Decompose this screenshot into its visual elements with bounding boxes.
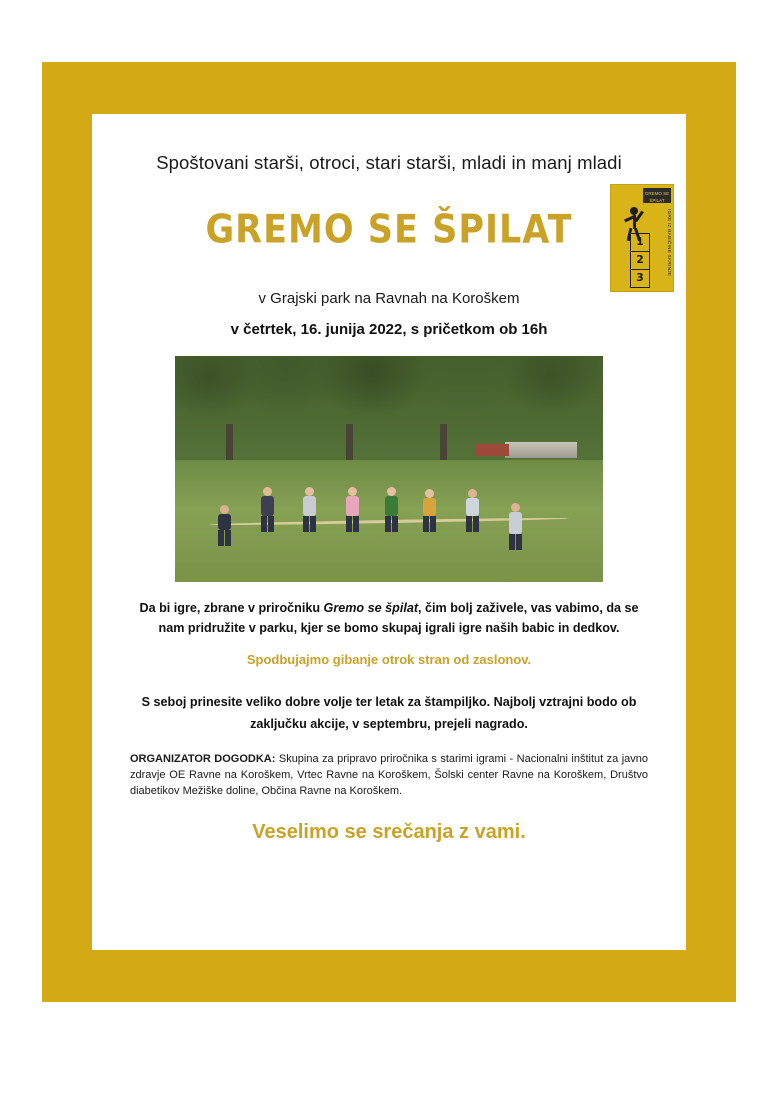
poster-date: v četrtek, 16. junija 2022, s pričetkom ob 16h xyxy=(230,321,548,338)
poster-organizer xyxy=(130,751,648,799)
poster-instructions: S seboj prinesite veliko dobre volje ter letak za štampiljko. Najbolj vztrajni bodo ob zaključku akcije, v septembru, prejeli nagrado. xyxy=(141,695,637,731)
logo-side-text: IGRE IZ BABIČINE SKRINJE xyxy=(667,209,672,277)
gold-border-frame xyxy=(42,62,736,1002)
photo-adult xyxy=(509,503,522,550)
poster-inner-area xyxy=(92,114,686,950)
photo-child xyxy=(423,489,436,532)
organizer-text: Skupina za pripravo priročnika s starimi igrami - Nacionalni inštitut za javno zdravje OE Ravne na Koroškem, Vrtec Ravne na Koroškem, Šolski center Ravne na Koroškem, Društvo diabetikov Mežiške doline, Občina Ravne na Koroškem. xyxy=(130,753,649,797)
photo-child xyxy=(346,487,359,532)
poster-location: v Grajski park na Ravnah na Koroškem xyxy=(258,290,520,307)
poster-slogan: Spodbujajmo gibanje otrok stran od zaslonov. xyxy=(246,652,532,667)
photo-child xyxy=(466,489,479,532)
poster-title: GREMO SE ŠPILAT xyxy=(205,207,573,253)
caption-book-title: Gremo se špilat xyxy=(323,601,419,615)
photo-child xyxy=(303,487,316,532)
photo-red-tent xyxy=(475,444,509,456)
event-photo xyxy=(175,356,603,582)
poster-closing: Veselimo se srečanja z vami. xyxy=(252,821,526,843)
poster-content xyxy=(92,114,686,950)
hopscotch-cell-2: 2 xyxy=(630,251,650,270)
logo-badge-text: GREMO SE ŠPILAT xyxy=(643,188,671,203)
poster-headline: Spoštovani starši, otroci, stari starši, mladi in manj mladi xyxy=(156,152,622,173)
caption-part-2: , čim bolj zaživele, vas vabimo, da se nam pridružite v parku, kjer se bomo skupaj igrali igre naših babic in dedkov. xyxy=(158,601,639,635)
photo-child xyxy=(218,505,231,546)
photo-child xyxy=(261,487,274,532)
photo-tent xyxy=(505,442,577,458)
hopscotch-cell-3: 3 xyxy=(630,269,650,288)
hopscotch-cell-1: 1 xyxy=(630,233,650,252)
caption-part-1: Da bi igre, zbrane v priročniku xyxy=(139,601,324,615)
poster-caption-main xyxy=(130,598,648,638)
photo-child xyxy=(385,487,398,532)
organizer-label: ORGANIZATOR DOGODKA: xyxy=(130,753,276,765)
